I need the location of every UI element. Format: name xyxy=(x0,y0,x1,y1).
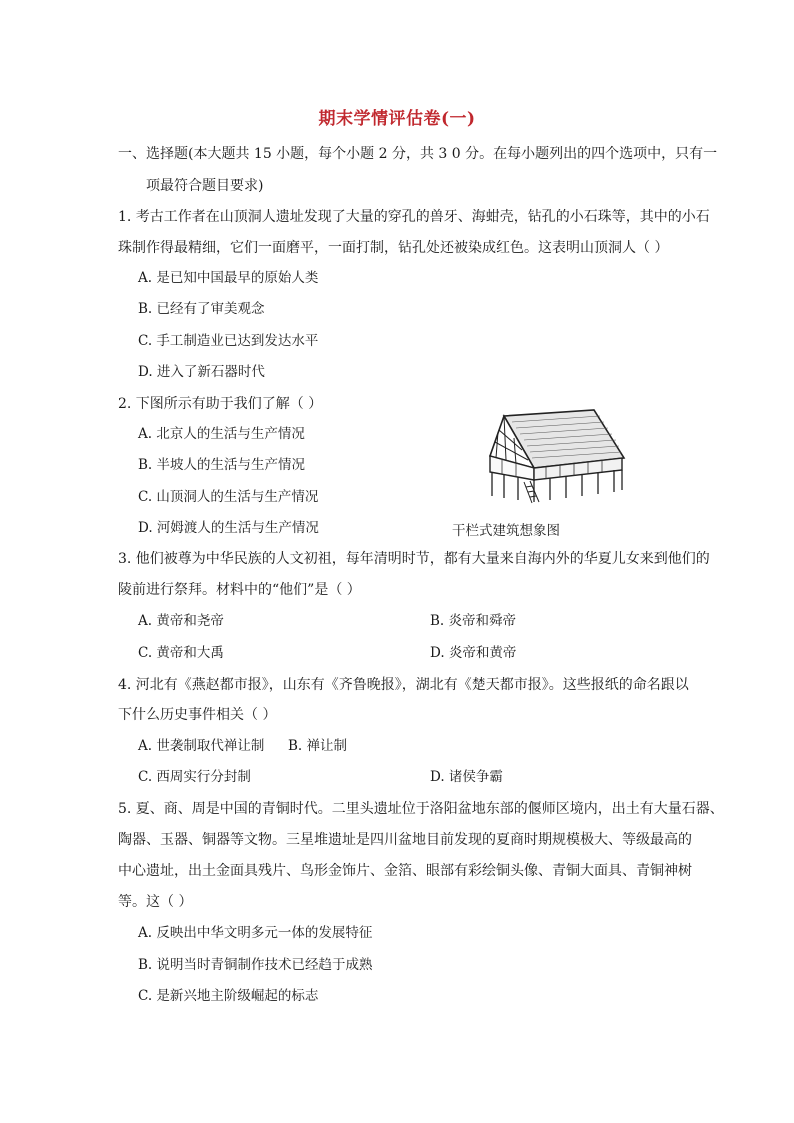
q5-option-b[interactable]: B. 说明当时青铜制作技术已经趋于成熟 xyxy=(138,957,373,973)
q4-stem-line-2: 下什么历史事件相关（ ） xyxy=(118,707,277,723)
q2-stem-line-1: 2. 下图所示有助于我们了解（ ） xyxy=(118,396,323,412)
stilt-house-illustration xyxy=(482,408,628,504)
q1-option-a[interactable]: A. 是已知中国最早的原始人类 xyxy=(138,270,319,286)
exam-title: 期末学情评估卷(一) xyxy=(318,109,476,129)
q2-option-a[interactable]: A. 北京人的生活与生产情况 xyxy=(138,426,305,442)
section-heading-line-1: 一、选择题(本大题共 15 小题，每个小题 2 分，共 3 0 分。在每小题列出的四个选项中，只有一 xyxy=(118,146,718,162)
q3-option-d[interactable]: D. 炎帝和黄帝 xyxy=(430,645,517,661)
figure-caption: 干栏式建筑想象图 xyxy=(452,523,560,539)
q1-option-c[interactable]: C. 手工制造业已达到发达水平 xyxy=(138,333,319,349)
q1-option-b[interactable]: B. 已经有了审美观念 xyxy=(138,301,265,317)
q3-option-c[interactable]: C. 黄帝和大禹 xyxy=(138,645,224,661)
q3-option-b[interactable]: B. 炎帝和舜帝 xyxy=(430,613,517,629)
q5-stem-line-4: 等。这（ ） xyxy=(118,894,193,910)
q5-stem-line-3: 中心遗址，出土金面具残片、鸟形金饰片、金箔、眼部有彩绘铜头像、青铜大面具、青铜神树 xyxy=(118,863,692,879)
q5-stem-line-1: 5. 夏、商、周是中国的青铜时代。二里头遗址位于洛阳盆地东部的偃师区境内，出土有大量石器、 xyxy=(118,801,724,817)
q5-option-c[interactable]: C. 是新兴地主阶级崛起的标志 xyxy=(138,988,319,1004)
q1-stem-line-1: 1. 考古工作者在山顶洞人遗址发现了大量的穿孔的兽牙、海蚶壳，钻孔的小石珠等，其中的小石 xyxy=(118,209,710,225)
q1-stem-line-2: 珠制作得最精细，它们一面磨平，一面打制，钻孔处还被染成红色。这表明山顶洞人（ ） xyxy=(118,240,669,256)
q5-option-a[interactable]: A. 反映出中华文明多元一体的发展特征 xyxy=(138,925,373,941)
q4-option-b[interactable]: B. 禅让制 xyxy=(288,738,348,754)
q5-stem-line-2: 陶器、玉器、铜器等文物。三星堆遗址是四川盆地目前发现的夏商时期规模极大、等级最高的 xyxy=(118,832,692,848)
q4-option-d[interactable]: D. 诸侯争霸 xyxy=(430,769,503,785)
q3-stem-line-1: 3. 他们被尊为中华民族的人文初祖，每年清明时节，都有大量来自海内外的华夏儿女来到他们的 xyxy=(118,551,710,567)
q3-stem-line-2: 陵前进行祭拜。材料中的“他们”是（ ） xyxy=(118,582,361,598)
q1-option-d[interactable]: D. 进入了新石器时代 xyxy=(138,364,265,380)
q4-stem-line-1: 4. 河北有《燕赵都市报》，山东有《齐鲁晚报》，湖北有《楚天都市报》。这些报纸的命名跟以 xyxy=(118,677,689,693)
q3-option-a[interactable]: A. 黄帝和尧帝 xyxy=(138,613,224,629)
section-heading-line-2: 项最符合题目要求) xyxy=(146,178,264,194)
q2-option-b[interactable]: B. 半坡人的生活与生产情况 xyxy=(138,457,306,473)
q4-option-a[interactable]: A. 世袭制取代禅让制 xyxy=(138,738,265,754)
q4-option-c[interactable]: C. 西周实行分封制 xyxy=(138,769,251,785)
q2-option-d[interactable]: D. 河姆渡人的生活与生产情况 xyxy=(138,520,319,536)
q2-option-c[interactable]: C. 山顶洞人的生活与生产情况 xyxy=(138,489,319,505)
